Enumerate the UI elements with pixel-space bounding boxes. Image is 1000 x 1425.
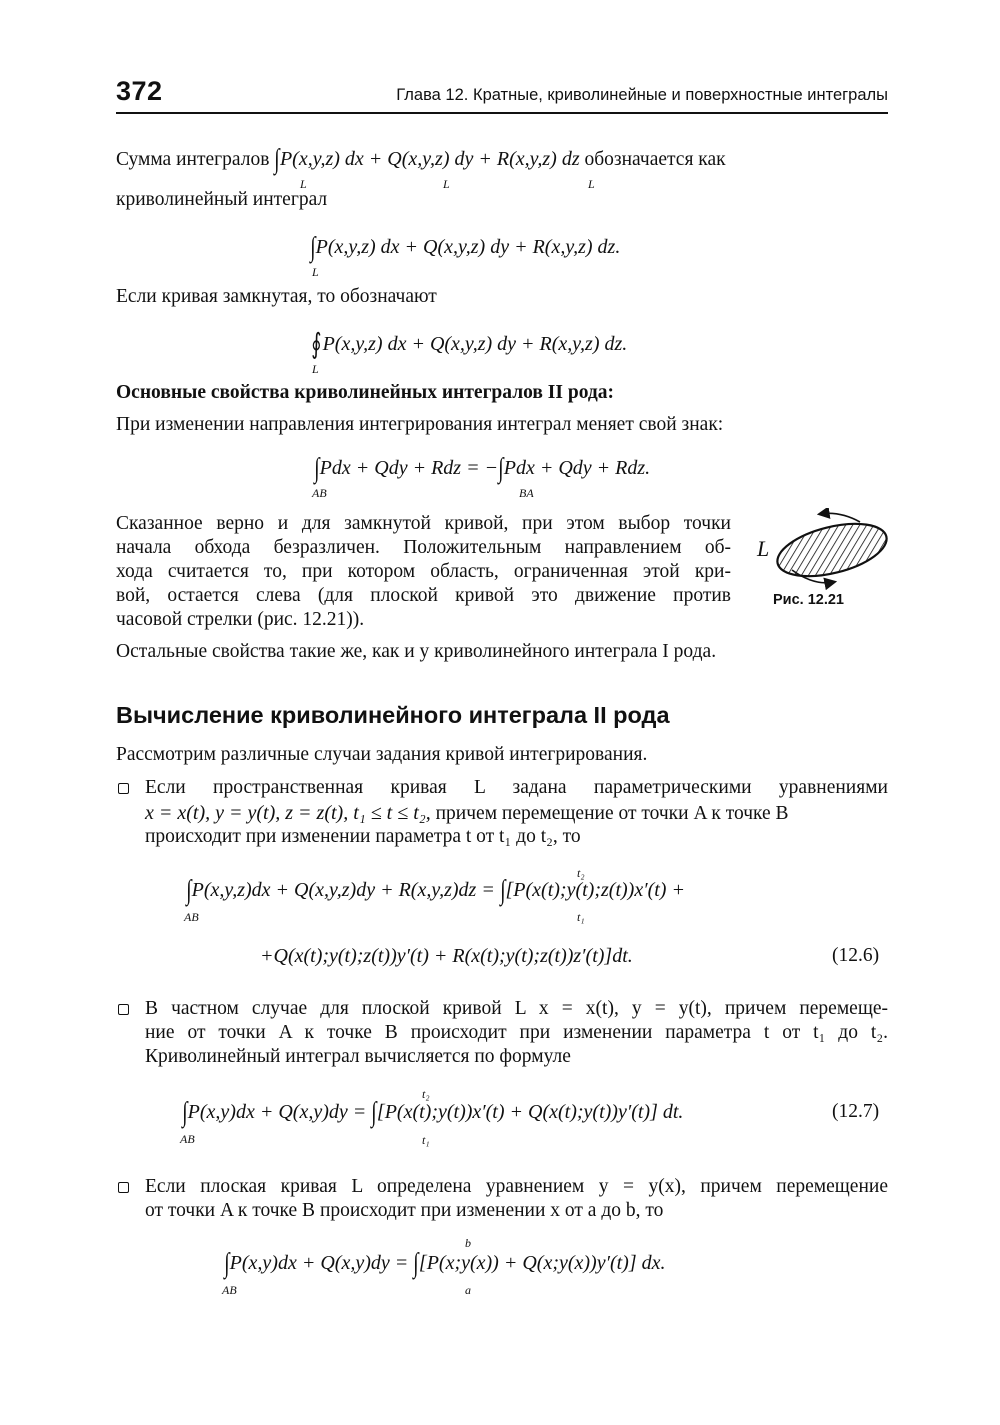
section-intro: Рассмотрим различные случаи задания кривой интегрирования.	[116, 744, 648, 765]
bullet-2-line-2: ние от точки A к точке B происходит при изменении параметра t от t₁ до t₂.	[145, 1022, 888, 1043]
equation-number-12-7: (12.7)	[832, 1101, 880, 1122]
formula-6-limit-ab: AB	[222, 1283, 237, 1297]
p1-line2: криволинейный интеграл	[116, 189, 328, 210]
formula-1-limit: L	[312, 265, 319, 279]
closed-para-line-2: начала обхода безразличен. Положительным направлением об-	[116, 537, 731, 558]
formula-4-right: [P(x(t);y(t);z(t))x′(t) +	[505, 879, 685, 901]
header-rule	[116, 112, 888, 114]
closed-para-line-4: вой, остается слева (для плоской кривой это движение против	[116, 585, 731, 606]
chapter-title: Глава 12. Кратные, криволинейные и поверхностные интегралы	[396, 86, 888, 104]
properties-text: При изменении направления интегрирования интеграл меняет свой знак:	[116, 414, 724, 435]
formula-1-text: P(x,y,z) dx + Q(x,y,z) dy + R(x,y,z) dz.	[315, 236, 621, 258]
p1-lead-text: Сумма интегралов	[116, 149, 270, 170]
formula-5-lower-limit: t₁	[422, 1133, 430, 1147]
bullet-1-line-3: происходит при изменении параметра t от t₁ до t₂, то	[145, 826, 581, 847]
formula-4-line-2: +Q(x(t);y(t);z(t))y′(t) + R(x(t);y(t);z(t))z′(t)]dt.	[260, 945, 633, 967]
formula-6-right: [P(x;y(x)) + Q(x;y(x))y′(t)] dx.	[418, 1252, 666, 1274]
figure-curve-label: L	[757, 536, 770, 561]
closed-para-line-5: часовой стрелки (рис. 12.21)).	[116, 609, 365, 630]
formula-3-right: Pdx + Qdy + Rdz.	[503, 457, 651, 479]
other-properties-text: Остальные свойства такие же, как и у криволинейного интеграла I рода.	[116, 641, 717, 662]
formula-5-limit-ab: AB	[180, 1132, 195, 1146]
bullet-1-line-1: Если пространственная кривая L задана параметрическими уравнениями	[145, 777, 888, 798]
formula-4-left: P(x,y,z)dx + Q(x,y,z)dy + R(x,y,z)dz =	[191, 879, 495, 901]
bullet-3-line-2: от точки A к точке B происходит при изменении x от a до b, то	[145, 1200, 664, 1221]
formula-4-line-1: ∫P(x,y,z)dx + Q(x,y,z)dy + R(x,y,z)dz = ∫[P(x(t);y(t);z(t))x′(t) +	[186, 875, 685, 906]
p1-expression: ∫P(x,y,z) dx + Q(x,y,z) dy + R(x,y,z) dz	[274, 144, 580, 175]
closed-para-line-3: хода считается то, при котором область, ограниченная этой кри-	[116, 561, 731, 582]
p1-expression-text: P(x,y,z) dx + Q(x,y,z) dy + R(x,y,z) dz	[279, 148, 580, 170]
bullet-2-line-3: Криволинейный интеграл вычисляется по формуле	[145, 1046, 571, 1067]
formula-1: ∫P(x,y,z) dx + Q(x,y,z) dy + R(x,y,z) dz.	[310, 232, 621, 263]
bullet-1-icon	[118, 783, 129, 794]
p1-tail-text: обозначается как	[584, 149, 726, 170]
p1-limit-2: L	[443, 177, 450, 191]
bullet-1-param-equations: x = x(t), y = y(t), z = z(t), t₁ ≤ t ≤ t₂,	[145, 802, 431, 824]
bullet-2-line-1: В частном случае для плоской кривой L x = x(t), y = y(t), причем перемеще-	[145, 998, 888, 1019]
formula-6-upper-limit: b	[465, 1236, 471, 1250]
closed-curve-text: Если кривая замкнутая, то обозначают	[116, 286, 437, 307]
formula-3-left: Pdx + Qdy + Rdz = −	[319, 457, 499, 479]
properties-heading: Основные свойства криволинейных интегралов II рода:	[116, 382, 614, 403]
bullet-2-icon	[118, 1004, 129, 1015]
figure-caption: Рис. 12.21	[773, 592, 844, 608]
page-number: 372	[116, 76, 163, 106]
formula-3-limit-ab: AB	[312, 486, 327, 500]
formula-5-upper-limit: t₂	[422, 1087, 430, 1101]
bullet-1-line-2	[145, 801, 789, 826]
formula-5-left: P(x,y)dx + Q(x,y)dy =	[187, 1101, 367, 1123]
equation-number-12-6: (12.6)	[832, 945, 880, 966]
formula-2: ∮P(x,y,z) dx + Q(x,y,z) dy + R(x,y,z) dz.	[311, 329, 628, 360]
formula-6: ∫P(x,y)dx + Q(x,y)dy = ∫[P(x;y(x)) + Q(x;y(x))y′(t)] dx.	[224, 1248, 666, 1279]
orientation-arrow-top	[820, 513, 860, 522]
formula-5-right: [P(x(t);y(t))x′(t) + Q(x(t);y(t))y′(t)] dt.	[376, 1101, 684, 1123]
formula-6-left: P(x,y)dx + Q(x,y)dy =	[229, 1252, 409, 1274]
formula-4-lower-limit: t₁	[577, 910, 585, 924]
closed-region-ellipse	[772, 514, 892, 586]
formula-2-limit: L	[312, 362, 319, 376]
p1-limit-1: L	[300, 177, 307, 191]
bullet-1-line-2-text: причем перемещение от точки A к точке B	[435, 803, 789, 824]
bullet-3-icon	[118, 1182, 129, 1193]
p1-limit-3: L	[588, 177, 595, 191]
figure-12-21-diagram	[770, 508, 895, 593]
formula-6-lower-limit: a	[465, 1283, 471, 1297]
formula-3-limit-ba: BA	[519, 486, 534, 500]
formula-5: ∫P(x,y)dx + Q(x,y)dy = ∫[P(x(t);y(t))x′(t) + Q(x(t);y(t))y′(t)] dt.	[182, 1097, 684, 1128]
p1-lead	[116, 144, 726, 175]
formula-2-text: P(x,y,z) dx + Q(x,y,z) dy + R(x,y,z) dz.	[322, 333, 628, 355]
formula-4-limit-ab: AB	[184, 910, 199, 924]
bullet-3-line-1: Если плоская кривая L определена уравнением y = y(x), причем перемещение	[145, 1176, 888, 1197]
formula-3: ∫Pdx + Qdy + Rdz = −∫Pdx + Qdy + Rdz.	[314, 453, 651, 484]
section-heading: Вычисление криволинейного интеграла II рода	[116, 702, 670, 728]
formula-4-upper-limit: t₂	[577, 866, 585, 880]
closed-para-line-1: Сказанное верно и для замкнутой кривой, при этом выбор точки	[116, 513, 731, 534]
